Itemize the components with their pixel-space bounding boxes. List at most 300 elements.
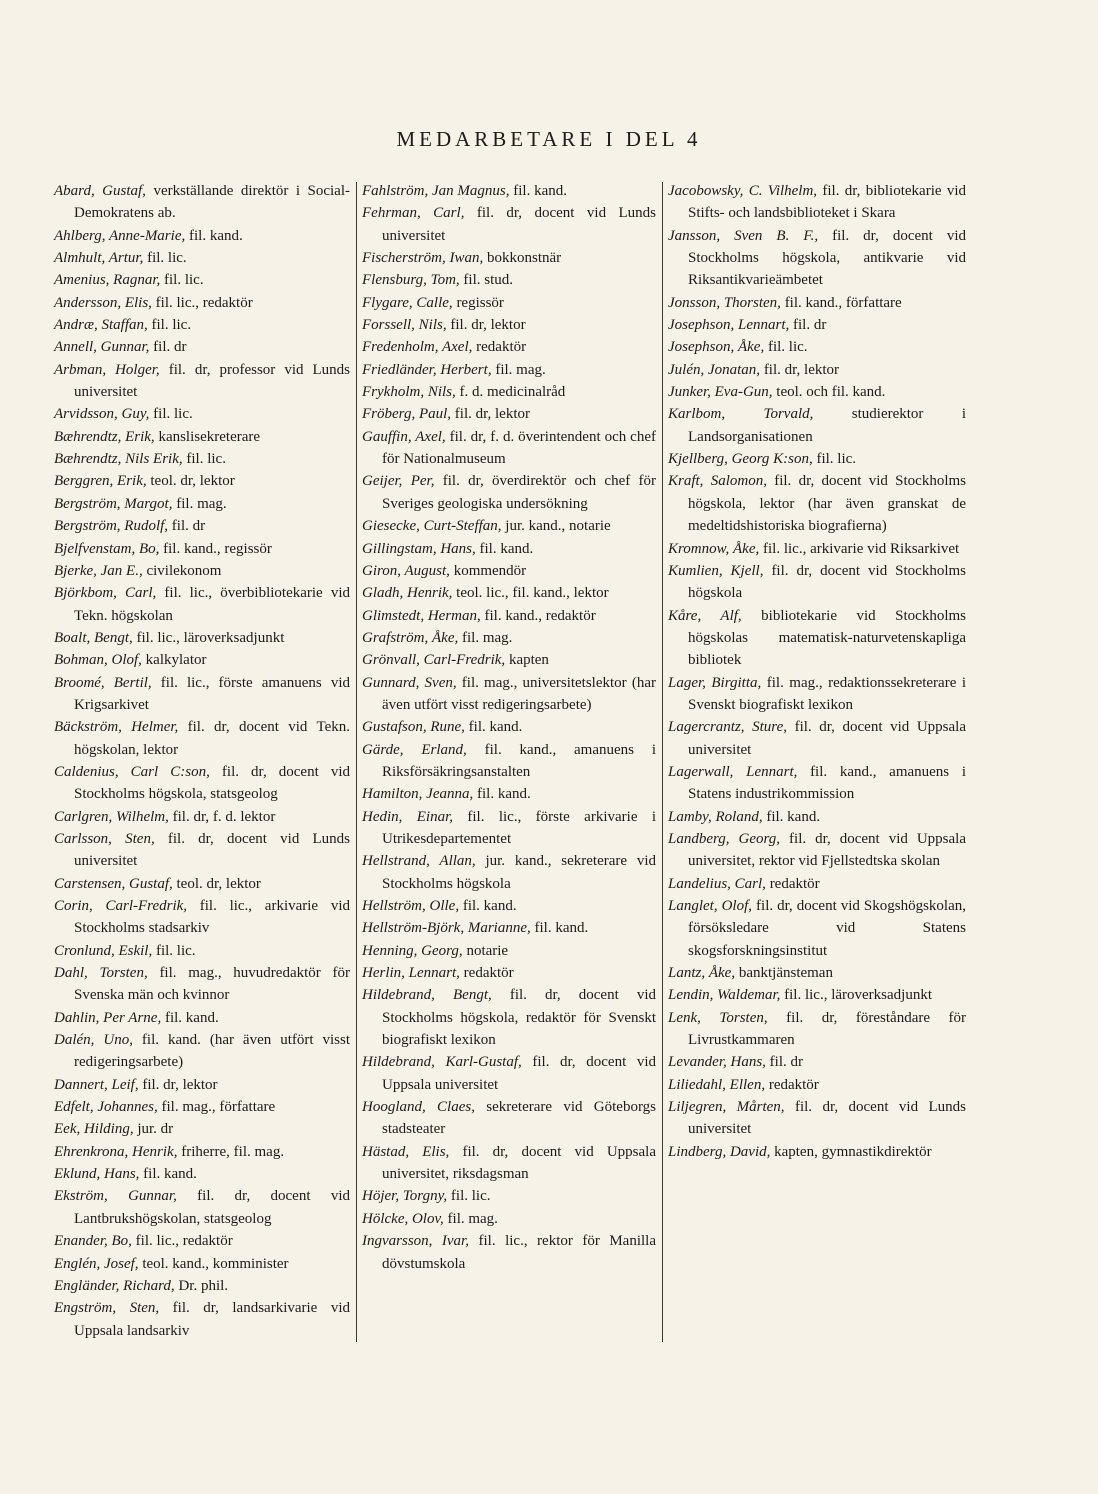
contributor-description: fil. lic.: [767, 339, 808, 356]
contributor-description: fil. mag., redaktionssekreterare i Svenskt biografiskt lexikon: [688, 674, 967, 713]
contributor-entry: [668, 560, 966, 605]
contributor-description: bokkonstnär: [487, 250, 562, 267]
contributor-name: Geijer, Per,: [362, 473, 435, 490]
contributor-description: regissör: [456, 294, 504, 311]
contributor-entry: [362, 1141, 656, 1186]
contributor-entry: [54, 470, 350, 492]
contributor-description: redaktör: [768, 1076, 819, 1093]
contributor-name: Kjellberg, Georg K:son,: [668, 451, 813, 468]
contributor-description: fil. kand.: [143, 1166, 197, 1183]
contributor-description: fil. dr, docent vid Stockholms högskola, lektor (har även granskat de medeltidshistoriska biografierna): [688, 473, 966, 535]
contributor-name: Englén, Josef,: [54, 1255, 139, 1272]
contributor-entry: [362, 403, 656, 425]
contributor-name: Lendin, Waldemar,: [668, 987, 781, 1004]
contributor-description: fil. mag., författare: [161, 1099, 276, 1116]
contributor-description: f. d. medicinalråd: [459, 384, 566, 401]
contributor-entry: [362, 426, 656, 471]
contributor-name: Lamby, Roland,: [668, 808, 763, 825]
contributor-description: teol. och fil. kand.: [776, 384, 886, 401]
contributor-description: fil. kand.: [188, 227, 243, 244]
contributor-description: fil. lic., arkivarie vid Stockholms stadsarkiv: [74, 898, 350, 937]
contributor-name: Enander, Bo,: [54, 1233, 132, 1250]
contributor-name: Kromnow, Åke,: [668, 540, 760, 557]
contributor-description: fil. lic., läroverksadjunkt: [136, 629, 285, 646]
contributor-name: Fahlström, Jan Magnus,: [362, 183, 510, 199]
contributor-entry: [54, 940, 350, 962]
contributor-name: Andræ, Staffan,: [54, 317, 148, 334]
contributor-name: Gärde, Erland,: [362, 741, 467, 758]
contributor-entry: [362, 247, 656, 269]
contributor-entry: [668, 538, 966, 560]
contributor-entry: [54, 1007, 350, 1029]
contributor-name: Arvidsson, Guy,: [54, 406, 150, 423]
contributor-name: Landelius, Carl,: [668, 875, 766, 892]
contributor-entry: [362, 1230, 656, 1275]
contributor-name: Langlet, Olof,: [668, 898, 753, 914]
contributor-description: fil. dr, docent vid Uppsala universitet: [688, 719, 967, 758]
contributor-name: Glimstedt, Herman,: [362, 607, 481, 624]
contributor-name: Hamilton, Jeanna,: [362, 786, 474, 803]
contributor-entry: [668, 403, 966, 448]
contributor-description: fil. stud.: [463, 272, 513, 289]
contributor-entry: [54, 761, 350, 806]
contributor-name: Engländer, Richard,: [54, 1277, 175, 1294]
contributor-name: Eklund, Hans,: [54, 1166, 140, 1183]
contributor-name: Flensburg, Tom,: [362, 272, 460, 289]
contributor-name: Andersson, Elis,: [54, 294, 152, 311]
contributor-name: Bergström, Margot,: [54, 495, 173, 512]
contributor-name: Bæhrendtz, Erik,: [54, 428, 155, 445]
contributor-name: Hildebrand, Bengt,: [362, 987, 492, 1004]
contributor-description: fil. lic., arkivarie vid Riksarkivet: [763, 540, 960, 557]
contributor-entry: [362, 269, 656, 291]
contributor-entry: [362, 359, 656, 381]
contributor-description: fil. dr, lektor: [763, 361, 840, 378]
contributor-name: Gauffin, Axel,: [362, 428, 446, 445]
contributor-description: fil. dr, f. d. lektor: [172, 808, 276, 825]
contributor-name: Hölcke, Olov,: [362, 1210, 444, 1227]
contributor-entry: [668, 314, 966, 336]
contributor-entry: [54, 225, 350, 247]
contributors-column-3: [668, 180, 966, 1163]
contributor-entry: [668, 225, 966, 292]
contributor-name: Bohman, Olof,: [54, 652, 142, 669]
contributor-name: Junker, Eva-Gun,: [668, 384, 773, 401]
contributor-entry: [54, 1118, 350, 1140]
contributor-entry: [362, 850, 656, 895]
contributor-description: fil. kand., författare: [784, 294, 902, 311]
contributor-description: fil. kand.: [164, 1009, 219, 1026]
contributor-entry: [54, 627, 350, 649]
contributor-description: fil. dr, docent vid Stockholms högskola: [688, 562, 967, 602]
contributor-description: fil. dr, docent vid Uppsala universitet: [382, 1054, 656, 1093]
contributor-entry: [54, 493, 350, 515]
contributor-description: fil. dr, docent vid Stockholms högskola, antikvarie vid Riksantikvarieämbetet: [688, 227, 967, 289]
contributor-description: fil. kand.: [476, 786, 531, 803]
contributor-entry: [362, 895, 656, 917]
contributor-entry: [54, 515, 350, 537]
contributor-name: Hellstrand, Allan,: [362, 853, 476, 870]
contributor-description: fil. dr, docent vid Lunds universitet: [74, 830, 351, 870]
contributor-entry: [668, 873, 966, 895]
contributor-description: Dr. phil.: [178, 1277, 229, 1294]
contributor-entry: [362, 1051, 656, 1096]
contributor-name: Herlin, Lennart,: [362, 965, 460, 982]
contributor-name: Gillingstam, Hans,: [362, 540, 476, 557]
contributor-description: friherre, fil. mag.: [181, 1143, 285, 1160]
contributor-name: Kåre, Alf,: [668, 607, 742, 624]
contributor-name: Karlbom, Torvald,: [668, 406, 814, 423]
contributor-name: Forssell, Nils,: [362, 317, 447, 334]
contributor-entry: [54, 1096, 350, 1118]
column-rule: [662, 182, 663, 1342]
contributor-entry: [362, 917, 656, 939]
contributor-name: Flygare, Calle,: [362, 294, 453, 311]
contributor-name: Hildebrand, Karl-Gustaf,: [362, 1054, 522, 1071]
contributor-entry: [362, 314, 656, 336]
contributor-description: fil. dr, lektor: [454, 406, 530, 423]
contributor-name: Amenius, Ragnar,: [54, 272, 161, 289]
contributor-description: kalkylator: [145, 652, 207, 669]
contributor-description: fil. lic.: [164, 272, 204, 289]
contributor-entry: [362, 605, 656, 627]
contributor-description: fil. kand. (har även utfört visst redigeringsarbete): [74, 1032, 350, 1071]
contributor-entry: [668, 761, 966, 806]
contributor-entry: [54, 336, 350, 358]
contributor-entry: [362, 180, 656, 202]
contributor-name: Ehrenkrona, Henrik,: [54, 1143, 178, 1160]
contributor-name: Carstensen, Gustaf,: [54, 875, 173, 892]
contributor-name: Giesecke, Curt-Steffan,: [362, 518, 502, 535]
contributor-entry: [54, 1074, 350, 1096]
contributor-name: Annell, Gunnar,: [54, 339, 150, 356]
contributor-description: fil. dr, docent vid Stockholms högskola, statsgeolog: [74, 763, 351, 803]
contributor-entry: [362, 202, 656, 247]
contributor-description: teol. lic., fil. kand., lektor: [456, 585, 609, 602]
contributor-entry: [362, 515, 656, 537]
contributor-entry: [668, 336, 966, 358]
contributor-entry: [362, 560, 656, 582]
contributor-description: redaktör: [769, 875, 820, 892]
contributor-description: fil. dr, docent vid Tekn. högskolan, lektor: [74, 719, 350, 758]
contributor-description: fil. lic., redaktör: [135, 1233, 233, 1250]
contributor-entry: [54, 806, 350, 828]
contributor-entry: [54, 180, 350, 225]
contributor-description: fil. lic., redaktör: [155, 294, 253, 311]
contributor-name: Hedin, Einar,: [362, 808, 454, 825]
contributor-entry: [668, 292, 966, 314]
contributor-entry: [362, 716, 656, 738]
contributor-name: Lagercrantz, Sture,: [668, 719, 787, 736]
contributor-name: Grönvall, Carl-Fredrik,: [362, 652, 506, 669]
contributor-entry: [668, 895, 966, 962]
contributor-description: fil. lic.: [155, 942, 196, 959]
contributor-description: fil. dr, bibliotekarie vid Stifts- och landsbiblioteket i Skara: [688, 183, 966, 222]
contributor-entry: [54, 269, 350, 291]
contributor-description: fil. lic., rektor för Manilla dövstumskola: [382, 1233, 657, 1272]
contributor-entry: [54, 247, 350, 269]
contributor-name: Lager, Birgitta,: [668, 674, 762, 691]
contributor-description: fil. lic.: [450, 1188, 491, 1205]
contributor-name: Frykholm, Nils,: [362, 384, 456, 401]
contributor-description: jur. dr: [137, 1121, 174, 1138]
contributor-description: fil. lic., förste arkivarie i Utrikesdepartementet: [382, 808, 656, 847]
contributor-name: Hellström, Olle,: [362, 898, 460, 914]
contributor-entry: [54, 426, 350, 448]
contributor-name: Abard, Gustaf,: [54, 183, 146, 199]
contributor-entry: [362, 940, 656, 962]
contributor-description: kapten, gymnastikdirektör: [774, 1143, 932, 1160]
contributor-description: fil. dr, docent vid Uppsala universitet, rektor vid Fjellstedtska skolan: [688, 830, 966, 870]
contributor-name: Bjelfvenstam, Bo,: [54, 540, 160, 557]
contributor-description: fil. dr, landsarkivarie vid Uppsala landsarkiv: [74, 1300, 351, 1339]
contributor-name: Josephson, Åke,: [668, 339, 765, 356]
contributor-name: Bjerke, Jan E.,: [54, 562, 143, 579]
contributor-entry: [362, 470, 656, 515]
contributor-name: Dannert, Leif,: [54, 1076, 139, 1093]
contributor-description: fil. kand., amanuens i Riksförsäkringsanstalten: [382, 741, 657, 780]
contributor-name: Carlsson, Sten,: [54, 830, 155, 847]
contributor-description: kapten: [508, 652, 549, 669]
contributor-entry: [54, 828, 350, 873]
contributor-name: Berggren, Erik,: [54, 473, 147, 490]
contributor-name: Caldenius, Carl C:son,: [54, 763, 210, 780]
contributor-description: fil. dr, lektor: [142, 1076, 218, 1093]
contributor-name: Dahlin, Per Arne,: [54, 1009, 162, 1026]
contributor-description: kanslisekreterare: [158, 428, 261, 445]
contributor-description: fil. kand.: [479, 540, 534, 557]
column-rule: [356, 182, 357, 1342]
contributor-name: Cronlund, Eskil,: [54, 942, 153, 959]
contributor-entry: [668, 605, 966, 672]
contributor-entry: [668, 180, 966, 225]
contributor-description: teol. dr, lektor: [176, 875, 261, 892]
contributor-description: fil. dr: [153, 339, 187, 356]
contributor-name: Carlgren, Wilhelm,: [54, 808, 169, 825]
contributor-entry: [54, 1253, 350, 1275]
contributor-description: fil. kand.: [468, 719, 523, 736]
contributor-entry: [362, 1208, 656, 1230]
contributor-entry: [362, 1185, 656, 1207]
contributor-entry: [668, 984, 966, 1006]
contributor-name: Jonsson, Thorsten,: [668, 294, 781, 311]
contributor-entry: [362, 806, 656, 851]
contributor-entry: [54, 560, 350, 582]
contributor-name: Lindberg, David,: [668, 1143, 771, 1160]
contributor-name: Julén, Jonatan,: [668, 361, 761, 378]
contributors-column-1: [54, 180, 350, 1342]
contributor-name: Fischerström, Iwan,: [362, 250, 484, 267]
contributor-entry: [54, 1230, 350, 1252]
contributor-entry: [668, 806, 966, 828]
contributor-entry: [54, 716, 350, 761]
contributor-description: civilekonom: [146, 562, 222, 579]
contributor-description: teol. kand., komminister: [142, 1255, 289, 1272]
contributor-entry: [362, 649, 656, 671]
contributor-description: fil. dr, docent vid Uppsala universitet, riksdagsman: [382, 1143, 657, 1183]
contributor-name: Levander, Hans,: [668, 1054, 766, 1071]
contributor-entry: [54, 538, 350, 560]
contributor-description: fil. dr, docent vid Stockholms högskola, redaktör för Svenskt biografiskt lexikon: [382, 987, 656, 1049]
contributor-entry: [362, 739, 656, 784]
contributor-name: Grafström, Åke,: [362, 629, 459, 646]
contributor-entry: [668, 672, 966, 717]
contributor-description: fil. dr: [769, 1054, 803, 1071]
contributor-name: Arbman, Holger,: [54, 361, 160, 378]
contributor-name: Kraft, Salomon,: [668, 473, 767, 490]
contributor-description: jur. kand., notarie: [505, 518, 611, 535]
contributor-name: Hästad, Elis,: [362, 1143, 450, 1160]
contributor-entry: [54, 895, 350, 940]
contributor-description: notarie: [466, 942, 509, 959]
contributor-entry: [54, 448, 350, 470]
contributor-description: fil. mag.: [462, 629, 513, 646]
contributor-description: teol. dr, lektor: [150, 473, 235, 490]
contributor-entry: [54, 649, 350, 671]
contributor-name: Liljegren, Mårten,: [668, 1099, 785, 1116]
contributor-description: fil. dr, docent vid Lunds universitet: [382, 205, 656, 244]
contributor-name: Bergström, Rudolf,: [54, 518, 169, 535]
contributor-name: Fehrman, Carl,: [362, 205, 465, 222]
contributor-entry: [362, 538, 656, 560]
contributor-name: Gunnard, Sven,: [362, 674, 457, 691]
contributor-name: Lantz, Åke,: [668, 965, 736, 982]
contributor-entry: [362, 783, 656, 805]
contributor-entry: [54, 873, 350, 895]
contributor-description: fil. dr, överdirektör och chef för Sveriges geologiska undersökning: [382, 473, 657, 512]
contributor-description: fil. kand., regissör: [163, 540, 272, 557]
contributor-name: Höjer, Torgny,: [362, 1188, 448, 1205]
contributor-name: Corin, Carl-Fredrik,: [54, 898, 188, 914]
contributor-name: Dalén, Uno,: [54, 1032, 133, 1049]
contributor-name: Lagerwall, Lennart,: [668, 763, 798, 780]
contributor-name: Josephson, Lennart,: [668, 317, 790, 334]
contributor-entry: [54, 1029, 350, 1074]
contributor-description: fil. lic., förste amanuens vid Krigsarkivet: [74, 674, 351, 713]
contributor-name: Almhult, Artur,: [54, 250, 144, 267]
contributor-description: fil. kand., amanuens i Statens industrikommission: [688, 763, 966, 803]
contributor-entry: [362, 582, 656, 604]
contributor-entry: [54, 314, 350, 336]
contributor-name: Gustafson, Rune,: [362, 719, 465, 736]
contributor-name: Gladh, Henrik,: [362, 585, 453, 602]
contributor-description: verkställande direktör i Social-Demokratens ab.: [74, 183, 351, 222]
contributor-description: sekreterare vid Göteborgs stadsteater: [382, 1099, 657, 1138]
contributor-description: fil. lic.: [816, 451, 857, 468]
contributor-name: Björkbom, Carl,: [54, 585, 157, 602]
contributor-description: fil. kand.: [462, 898, 517, 914]
contributor-entry: [54, 672, 350, 717]
contributor-entry: [668, 1007, 966, 1052]
contributor-name: Broomé, Bertil,: [54, 674, 152, 691]
contributor-description: bibliotekarie vid Stockholms högskolas matematisk-naturvetenskapliga bibliotek: [688, 607, 966, 669]
contributor-description: fil. dr, professor vid Lunds universitet: [74, 361, 351, 401]
contributor-name: Hoogland, Claes,: [362, 1099, 475, 1116]
contributor-name: Lenk, Torsten,: [668, 1009, 768, 1026]
contributor-entry: [668, 828, 966, 873]
contributor-description: fil. dr: [793, 317, 827, 334]
contributor-description: fil. mag., universitetslektor (har även utfört visst redigeringsarbete): [382, 674, 656, 713]
contributor-entry: [54, 1275, 350, 1297]
contributor-description: fil. dr, docent vid Lantbrukshögskolan, statsgeolog: [74, 1188, 350, 1227]
contributor-name: Liliedahl, Ellen,: [668, 1076, 766, 1093]
contributor-description: fil. dr, docent vid Lunds universitet: [688, 1099, 967, 1138]
contributor-description: redaktör: [476, 339, 527, 356]
contributor-name: Jansson, Sven B. F.,: [668, 227, 819, 244]
contributor-description: banktjänsteman: [738, 965, 833, 982]
contributor-description: fil. dr, docent vid Skogshögskolan, försöksledare vid Statens skogsforskningsinstitut: [688, 898, 967, 959]
contributor-description: fil. kand.: [513, 183, 567, 199]
contributor-entry: [362, 381, 656, 403]
contributor-description: kommendör: [453, 562, 527, 579]
contributor-entry: [668, 448, 966, 470]
contributor-name: Friedländer, Herbert,: [362, 361, 492, 378]
contributor-entry: [54, 1297, 350, 1342]
contributor-description: fil. lic., läroverksadjunkt: [784, 987, 933, 1004]
contributor-entry: [54, 403, 350, 425]
contributor-name: Fredenholm, Axel,: [362, 339, 473, 356]
contributor-description: fil. kand., redaktör: [484, 607, 596, 624]
contributor-name: Dahl, Torsten,: [54, 965, 148, 982]
contributor-description: fil. lic., överbibliotekarie vid Tekn. högskolan: [74, 585, 350, 624]
contributor-entry: [54, 582, 350, 627]
contributor-entry: [362, 984, 656, 1051]
contributor-name: Hellström-Björk, Marianne,: [362, 920, 531, 937]
contributor-name: Henning, Georg,: [362, 942, 463, 959]
contributor-entry: [362, 336, 656, 358]
contributor-description: redaktör: [463, 965, 514, 982]
contributor-description: fil. mag.: [495, 361, 546, 378]
contributor-name: Boalt, Bengt,: [54, 629, 133, 646]
page-title: MEDARBETARE I DEL 4: [396, 127, 702, 151]
contributor-description: fil. lic.: [186, 451, 226, 468]
contributor-name: Giron, August,: [362, 562, 450, 579]
contributor-name: Eek, Hilding,: [54, 1121, 134, 1138]
contributor-entry: [668, 1141, 966, 1163]
contributor-name: Ahlberg, Anne-Marie,: [54, 227, 186, 244]
contributor-entry: [668, 1051, 966, 1073]
contributor-entry: [362, 962, 656, 984]
contributor-description: fil. mag., huvudredaktör för Svenska män och kvinnor: [74, 965, 350, 1004]
contributor-name: Ingvarsson, Ivar,: [362, 1233, 469, 1250]
contributor-entry: [668, 1096, 966, 1141]
contributor-description: fil. kand.: [534, 920, 589, 937]
contributor-entry: [362, 1096, 656, 1141]
contributor-name: Engström, Sten,: [54, 1300, 160, 1317]
contributors-column-2: [362, 180, 656, 1275]
contributor-entry: [668, 359, 966, 381]
contributor-entry: [362, 672, 656, 717]
contributor-entry: [54, 292, 350, 314]
contributor-description: jur. kand., sekreterare vid Stockholms högskola: [382, 853, 656, 892]
contributor-description: fil. kand.: [766, 808, 821, 825]
contributor-entry: [54, 962, 350, 1007]
contributor-name: Fröberg, Paul,: [362, 406, 452, 423]
contributor-name: Bäckström, Helmer,: [54, 719, 179, 736]
contributor-entry: [668, 1074, 966, 1096]
contributor-entry: [668, 716, 966, 761]
contributor-description: fil. mag.: [447, 1210, 498, 1227]
contributor-name: Bæhrendtz, Nils Erik,: [54, 451, 183, 468]
contributor-entry: [362, 292, 656, 314]
contributor-name: Ekström, Gunnar,: [54, 1188, 177, 1205]
contributor-entry: [668, 470, 966, 537]
contributor-name: Kumlien, Kjell,: [668, 562, 764, 579]
contributor-entry: [54, 1185, 350, 1230]
contributor-description: fil. dr, föreståndare för Livrustkammaren: [688, 1009, 967, 1049]
contributor-entry: [668, 381, 966, 403]
contributor-entry: [54, 359, 350, 404]
